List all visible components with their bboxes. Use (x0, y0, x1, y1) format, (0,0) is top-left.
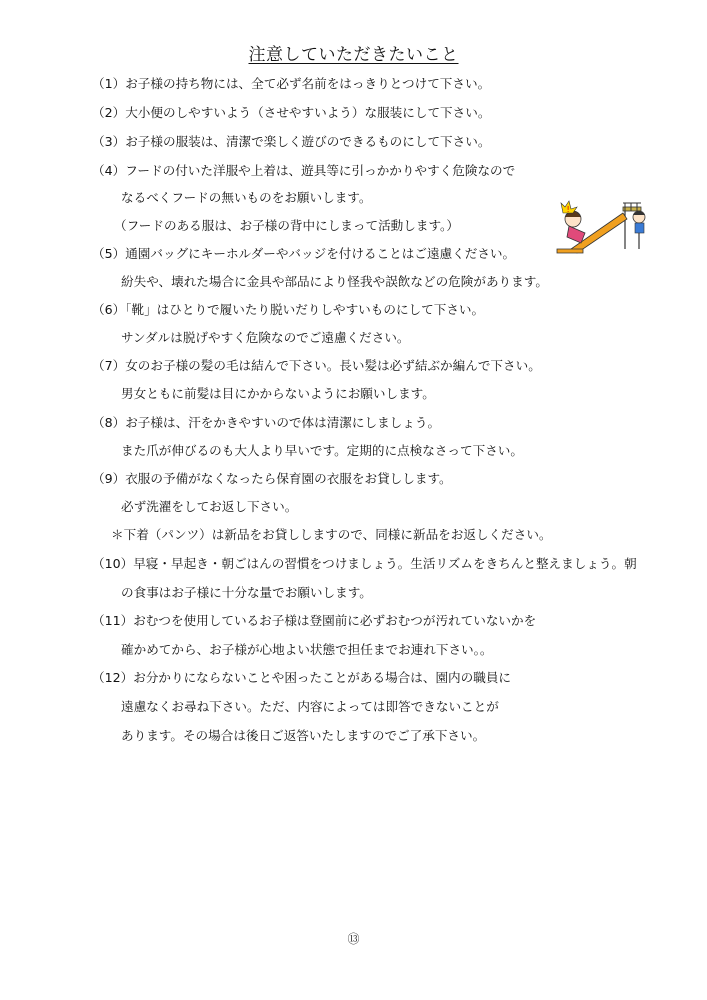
item-5-line-1: （5）通園バッグにキーホルダーやバッジを付けることはご遠慮ください。 (92, 246, 516, 261)
item-9-line-3: ＊下着（パンツ）は新品をお貸ししますので、同様に新品をお返しください。 (111, 527, 552, 542)
item-12-line-3: あります。その場合は後日ご返答いたしますのでご了承下さい。 (121, 728, 486, 743)
item-6-line-1: （6）「靴」はひとりで履いたり脱いだりしやすいものにして下さい。 (92, 302, 485, 317)
item-9-line-2: 必ず洗濯をしてお返し下さい。 (121, 499, 298, 514)
item-3-line-1: （3）お子様の服装は、清潔で楽しく遊びのできるものにして下さい。 (92, 134, 491, 149)
item-6-line-2: サンダルは脱げやすく危険なのでご遠慮ください。 (121, 330, 410, 345)
item-4-line-1: （4）フードの付いた洋服や上着は、遊具等に引っかかりやすく危険なので (92, 163, 516, 178)
slide-illustration (553, 193, 649, 257)
item-1-line-1: （1）お子様の持ち物には、全て必ず名前をはっきりとつけて下さい。 (92, 76, 491, 91)
item-7-line-1: （7）女のお子様の髪の毛は結んで下さい。長い髪は必ず結ぶか編んで下さい。 (92, 358, 541, 373)
item-9-line-1: （9）衣服の予備がなくなったら保育園の衣服をお貸しします。 (92, 471, 452, 486)
item-11-line-1: （11）おむつを使用しているお子様は登園前に必ずおむつが汚れていないかを (92, 613, 537, 628)
item-12-line-1: （12）お分かりにならないことや困ったことがある場合は、園内の職員に (92, 670, 512, 685)
item-7-line-2: 男女ともに前髪は目にかからないようにお願いします。 (121, 386, 435, 401)
page-title: 注意していただきたいこと (248, 45, 459, 65)
item-10-line-1: （10）早寝・早起き・朝ごはんの習慣をつけましょう。生活リズムをきちんと整えましょう。朝 (92, 556, 637, 571)
svg-text:!: ! (566, 205, 570, 214)
item-4-line-2: なるべくフードの無いものをお願いします。 (121, 190, 372, 205)
page-number: ⑬ (347, 932, 360, 946)
item-10-line-2: の食事はお子様に十分な量でお願いします。 (121, 585, 372, 600)
item-12-line-2: 遠慮なくお尋ね下さい。ただ、内容によっては即答できないことが (121, 699, 499, 714)
item-11-line-2: 確かめてから、お子様が心地よい状態で担任までお連れ下さい。。 (121, 642, 493, 657)
item-2-line-1: （2）大小便のしやすいよう（させやすいよう）な服装にして下さい。 (92, 105, 491, 120)
item-8-line-1: （8）お子様は、汗をかきやすいので体は清潔にしましょう。 (92, 415, 441, 430)
item-5-line-2: 紛失や、壊れた場合に金具や部品により怪我や誤飲などの危険があります。 (121, 274, 548, 289)
item-4-line-3: （フードのある服は、お子様の背中にしまって活動します。） (114, 218, 459, 233)
item-8-line-2: また爪が伸びるのも大人より早いです。定期的に点検なさって下さい。 (121, 443, 523, 458)
